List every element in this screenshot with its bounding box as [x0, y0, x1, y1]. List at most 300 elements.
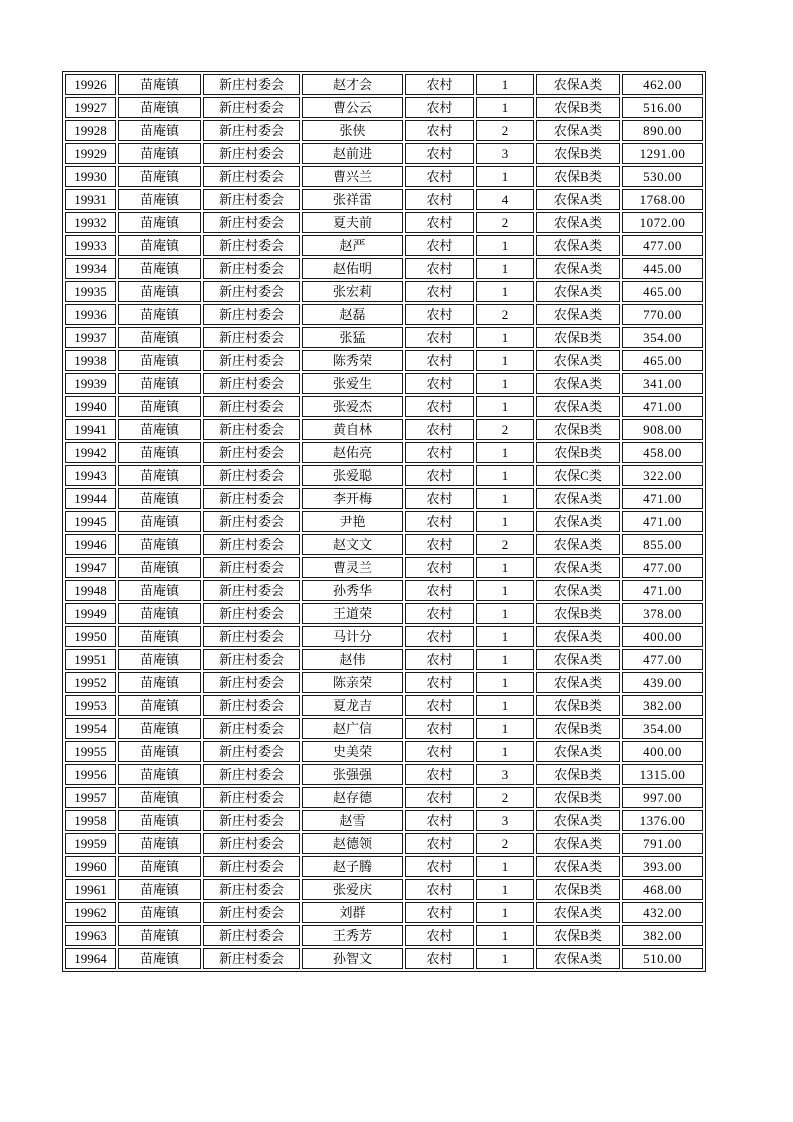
cell-amount: 1768.00 [622, 189, 703, 210]
cell-town: 苗庵镇 [118, 120, 201, 141]
cell-residence-type: 农村 [405, 810, 474, 831]
table-row [65, 396, 703, 417]
cell-town: 苗庵镇 [118, 695, 201, 716]
cell-person-name: 王秀芳 [302, 925, 403, 946]
cell-person-name: 孙智文 [302, 948, 403, 969]
cell-town: 苗庵镇 [118, 396, 201, 417]
cell-amount: 322.00 [622, 465, 703, 486]
table-body [65, 74, 703, 969]
cell-person-count: 4 [476, 189, 534, 210]
cell-record-no: 19926 [65, 74, 116, 95]
cell-record-no: 19940 [65, 396, 116, 417]
cell-person-count: 2 [476, 419, 534, 440]
cell-town: 苗庵镇 [118, 649, 201, 670]
table-row [65, 580, 703, 601]
cell-person-count: 1 [476, 396, 534, 417]
cell-town: 苗庵镇 [118, 741, 201, 762]
cell-town: 苗庵镇 [118, 304, 201, 325]
cell-record-no: 19954 [65, 718, 116, 739]
cell-residence-type: 农村 [405, 442, 474, 463]
cell-record-no: 19932 [65, 212, 116, 233]
cell-person-count: 1 [476, 350, 534, 371]
cell-village-committee: 新庄村委会 [203, 304, 300, 325]
cell-record-no: 19945 [65, 511, 116, 532]
cell-residence-type: 农村 [405, 534, 474, 555]
cell-record-no: 19960 [65, 856, 116, 877]
cell-village-committee: 新庄村委会 [203, 695, 300, 716]
cell-person-name: 赵德领 [302, 833, 403, 854]
cell-person-name: 赵存德 [302, 787, 403, 808]
cell-insurance-category: 农保A类 [536, 373, 620, 394]
cell-person-name: 曹兴兰 [302, 166, 403, 187]
cell-amount: 432.00 [622, 902, 703, 923]
cell-residence-type: 农村 [405, 488, 474, 509]
cell-amount: 458.00 [622, 442, 703, 463]
cell-insurance-category: 农保A类 [536, 281, 620, 302]
cell-person-count: 2 [476, 212, 534, 233]
cell-person-name: 赵磊 [302, 304, 403, 325]
cell-person-count: 1 [476, 856, 534, 877]
cell-town: 苗庵镇 [118, 235, 201, 256]
cell-person-count: 1 [476, 281, 534, 302]
table-row [65, 350, 703, 371]
cell-amount: 400.00 [622, 626, 703, 647]
cell-amount: 445.00 [622, 258, 703, 279]
cell-insurance-category: 农保C类 [536, 465, 620, 486]
cell-amount: 1072.00 [622, 212, 703, 233]
cell-amount: 382.00 [622, 925, 703, 946]
cell-record-no: 19958 [65, 810, 116, 831]
cell-insurance-category: 农保B类 [536, 442, 620, 463]
table-row [65, 189, 703, 210]
cell-record-no: 19957 [65, 787, 116, 808]
cell-insurance-category: 农保A类 [536, 948, 620, 969]
cell-amount: 510.00 [622, 948, 703, 969]
cell-person-name: 刘群 [302, 902, 403, 923]
cell-insurance-category: 农保A类 [536, 488, 620, 509]
cell-person-name: 张爱聪 [302, 465, 403, 486]
cell-amount: 1376.00 [622, 810, 703, 831]
cell-town: 苗庵镇 [118, 718, 201, 739]
table-row [65, 534, 703, 555]
cell-residence-type: 农村 [405, 649, 474, 670]
cell-residence-type: 农村 [405, 189, 474, 210]
cell-record-no: 19936 [65, 304, 116, 325]
cell-record-no: 19944 [65, 488, 116, 509]
cell-amount: 400.00 [622, 741, 703, 762]
cell-amount: 471.00 [622, 396, 703, 417]
cell-amount: 855.00 [622, 534, 703, 555]
cell-village-committee: 新庄村委会 [203, 557, 300, 578]
cell-record-no: 19964 [65, 948, 116, 969]
cell-person-name: 夏龙吉 [302, 695, 403, 716]
cell-person-count: 1 [476, 649, 534, 670]
cell-person-name: 赵子腾 [302, 856, 403, 877]
cell-residence-type: 农村 [405, 741, 474, 762]
cell-amount: 354.00 [622, 718, 703, 739]
cell-village-committee: 新庄村委会 [203, 235, 300, 256]
cell-person-count: 1 [476, 488, 534, 509]
cell-record-no: 19956 [65, 764, 116, 785]
table-row [65, 764, 703, 785]
cell-person-name: 赵才会 [302, 74, 403, 95]
cell-insurance-category: 农保A类 [536, 741, 620, 762]
cell-person-name: 赵广信 [302, 718, 403, 739]
cell-town: 苗庵镇 [118, 856, 201, 877]
table-row [65, 327, 703, 348]
cell-insurance-category: 农保A类 [536, 350, 620, 371]
cell-insurance-category: 农保A类 [536, 74, 620, 95]
cell-person-count: 1 [476, 626, 534, 647]
cell-residence-type: 农村 [405, 580, 474, 601]
cell-person-count: 1 [476, 718, 534, 739]
cell-person-count: 1 [476, 557, 534, 578]
cell-insurance-category: 农保B类 [536, 419, 620, 440]
cell-person-name: 曹灵兰 [302, 557, 403, 578]
cell-village-committee: 新庄村委会 [203, 258, 300, 279]
table-row [65, 442, 703, 463]
cell-person-name: 张爱庆 [302, 879, 403, 900]
cell-person-name: 尹艳 [302, 511, 403, 532]
cell-town: 苗庵镇 [118, 764, 201, 785]
table-row [65, 925, 703, 946]
cell-village-committee: 新庄村委会 [203, 488, 300, 509]
table-row [65, 511, 703, 532]
table-row [65, 212, 703, 233]
table-row [65, 856, 703, 877]
cell-person-count: 2 [476, 833, 534, 854]
cell-person-name: 张侠 [302, 120, 403, 141]
cell-village-committee: 新庄村委会 [203, 350, 300, 371]
cell-village-committee: 新庄村委会 [203, 189, 300, 210]
cell-town: 苗庵镇 [118, 258, 201, 279]
cell-person-count: 1 [476, 902, 534, 923]
cell-insurance-category: 农保A类 [536, 672, 620, 693]
cell-person-count: 1 [476, 74, 534, 95]
table-row [65, 787, 703, 808]
cell-person-name: 张爱生 [302, 373, 403, 394]
cell-village-committee: 新庄村委会 [203, 580, 300, 601]
cell-insurance-category: 农保B类 [536, 925, 620, 946]
cell-insurance-category: 农保B类 [536, 143, 620, 164]
cell-residence-type: 农村 [405, 235, 474, 256]
cell-town: 苗庵镇 [118, 488, 201, 509]
cell-insurance-category: 农保B类 [536, 787, 620, 808]
cell-village-committee: 新庄村委会 [203, 626, 300, 647]
cell-person-name: 黄自林 [302, 419, 403, 440]
cell-residence-type: 农村 [405, 97, 474, 118]
cell-record-no: 19934 [65, 258, 116, 279]
cell-record-no: 19946 [65, 534, 116, 555]
cell-person-count: 1 [476, 879, 534, 900]
cell-record-no: 19953 [65, 695, 116, 716]
cell-amount: 465.00 [622, 350, 703, 371]
cell-person-count: 1 [476, 465, 534, 486]
cell-person-name: 李开梅 [302, 488, 403, 509]
table-row [65, 120, 703, 141]
cell-insurance-category: 农保A类 [536, 258, 620, 279]
cell-residence-type: 农村 [405, 120, 474, 141]
cell-village-committee: 新庄村委会 [203, 603, 300, 624]
cell-amount: 477.00 [622, 649, 703, 670]
cell-town: 苗庵镇 [118, 419, 201, 440]
cell-person-name: 赵文文 [302, 534, 403, 555]
cell-person-count: 1 [476, 925, 534, 946]
cell-person-count: 1 [476, 580, 534, 601]
cell-town: 苗庵镇 [118, 810, 201, 831]
table-row [65, 557, 703, 578]
cell-residence-type: 农村 [405, 166, 474, 187]
cell-record-no: 19927 [65, 97, 116, 118]
table-row [65, 902, 703, 923]
cell-residence-type: 农村 [405, 833, 474, 854]
cell-residence-type: 农村 [405, 465, 474, 486]
cell-insurance-category: 农保A类 [536, 580, 620, 601]
cell-insurance-category: 农保A类 [536, 856, 620, 877]
cell-village-committee: 新庄村委会 [203, 212, 300, 233]
cell-person-name: 曹公云 [302, 97, 403, 118]
cell-person-count: 1 [476, 327, 534, 348]
cell-record-no: 19952 [65, 672, 116, 693]
cell-insurance-category: 农保A类 [536, 626, 620, 647]
table-row [65, 948, 703, 969]
cell-amount: 1315.00 [622, 764, 703, 785]
cell-amount: 890.00 [622, 120, 703, 141]
cell-record-no: 19959 [65, 833, 116, 854]
cell-town: 苗庵镇 [118, 672, 201, 693]
cell-residence-type: 农村 [405, 925, 474, 946]
cell-person-name: 赵佑明 [302, 258, 403, 279]
pension-records-table [62, 71, 706, 972]
cell-village-committee: 新庄村委会 [203, 442, 300, 463]
cell-insurance-category: 农保A类 [536, 120, 620, 141]
cell-town: 苗庵镇 [118, 327, 201, 348]
cell-amount: 471.00 [622, 511, 703, 532]
cell-town: 苗庵镇 [118, 166, 201, 187]
table-row [65, 373, 703, 394]
cell-village-committee: 新庄村委会 [203, 419, 300, 440]
cell-person-count: 2 [476, 787, 534, 808]
cell-person-count: 3 [476, 143, 534, 164]
cell-town: 苗庵镇 [118, 580, 201, 601]
cell-person-name: 王道荣 [302, 603, 403, 624]
cell-amount: 393.00 [622, 856, 703, 877]
cell-insurance-category: 农保A类 [536, 557, 620, 578]
table-row [65, 626, 703, 647]
cell-insurance-category: 农保A类 [536, 511, 620, 532]
cell-village-committee: 新庄村委会 [203, 833, 300, 854]
cell-amount: 530.00 [622, 166, 703, 187]
table-row [65, 465, 703, 486]
cell-village-committee: 新庄村委会 [203, 718, 300, 739]
cell-person-name: 张猛 [302, 327, 403, 348]
cell-amount: 471.00 [622, 580, 703, 601]
cell-residence-type: 农村 [405, 672, 474, 693]
table-row [65, 649, 703, 670]
cell-town: 苗庵镇 [118, 787, 201, 808]
cell-person-count: 1 [476, 373, 534, 394]
cell-amount: 791.00 [622, 833, 703, 854]
cell-insurance-category: 农保B类 [536, 718, 620, 739]
cell-amount: 477.00 [622, 557, 703, 578]
cell-person-name: 赵佑亮 [302, 442, 403, 463]
cell-amount: 477.00 [622, 235, 703, 256]
cell-record-no: 19948 [65, 580, 116, 601]
table-row [65, 97, 703, 118]
cell-village-committee: 新庄村委会 [203, 120, 300, 141]
cell-insurance-category: 农保B类 [536, 327, 620, 348]
cell-record-no: 19947 [65, 557, 116, 578]
cell-village-committee: 新庄村委会 [203, 764, 300, 785]
table-row [65, 695, 703, 716]
cell-village-committee: 新庄村委会 [203, 166, 300, 187]
cell-person-count: 1 [476, 97, 534, 118]
cell-residence-type: 农村 [405, 419, 474, 440]
cell-residence-type: 农村 [405, 557, 474, 578]
table-row [65, 143, 703, 164]
cell-person-count: 1 [476, 603, 534, 624]
cell-residence-type: 农村 [405, 327, 474, 348]
table-row [65, 718, 703, 739]
cell-person-count: 1 [476, 695, 534, 716]
cell-village-committee: 新庄村委会 [203, 396, 300, 417]
cell-person-count: 1 [476, 166, 534, 187]
table-row [65, 74, 703, 95]
cell-town: 苗庵镇 [118, 534, 201, 555]
cell-person-name: 赵严 [302, 235, 403, 256]
cell-record-no: 19962 [65, 902, 116, 923]
cell-record-no: 19961 [65, 879, 116, 900]
cell-town: 苗庵镇 [118, 833, 201, 854]
cell-insurance-category: 农保B类 [536, 166, 620, 187]
cell-town: 苗庵镇 [118, 189, 201, 210]
cell-insurance-category: 农保A类 [536, 902, 620, 923]
cell-town: 苗庵镇 [118, 626, 201, 647]
cell-village-committee: 新庄村委会 [203, 902, 300, 923]
cell-insurance-category: 农保B类 [536, 764, 620, 785]
cell-person-count: 1 [476, 741, 534, 762]
cell-amount: 378.00 [622, 603, 703, 624]
cell-amount: 439.00 [622, 672, 703, 693]
cell-village-committee: 新庄村委会 [203, 879, 300, 900]
table-row [65, 879, 703, 900]
table-row [65, 810, 703, 831]
cell-person-count: 3 [476, 764, 534, 785]
cell-person-count: 2 [476, 120, 534, 141]
cell-amount: 382.00 [622, 695, 703, 716]
cell-residence-type: 农村 [405, 281, 474, 302]
cell-village-committee: 新庄村委会 [203, 534, 300, 555]
cell-insurance-category: 农保B类 [536, 97, 620, 118]
cell-person-name: 赵伟 [302, 649, 403, 670]
cell-residence-type: 农村 [405, 511, 474, 532]
cell-record-no: 19930 [65, 166, 116, 187]
cell-person-name: 张强强 [302, 764, 403, 785]
cell-town: 苗庵镇 [118, 350, 201, 371]
cell-person-name: 张爱杰 [302, 396, 403, 417]
cell-insurance-category: 农保A类 [536, 833, 620, 854]
cell-amount: 465.00 [622, 281, 703, 302]
cell-insurance-category: 农保B类 [536, 879, 620, 900]
cell-residence-type: 农村 [405, 695, 474, 716]
cell-record-no: 19949 [65, 603, 116, 624]
cell-town: 苗庵镇 [118, 143, 201, 164]
cell-record-no: 19939 [65, 373, 116, 394]
cell-insurance-category: 农保B类 [536, 603, 620, 624]
cell-amount: 341.00 [622, 373, 703, 394]
cell-person-count: 1 [476, 442, 534, 463]
cell-insurance-category: 农保A类 [536, 649, 620, 670]
table-row [65, 672, 703, 693]
cell-record-no: 19943 [65, 465, 116, 486]
table-row [65, 235, 703, 256]
cell-person-name: 张宏莉 [302, 281, 403, 302]
cell-village-committee: 新庄村委会 [203, 672, 300, 693]
table-row [65, 258, 703, 279]
cell-record-no: 19933 [65, 235, 116, 256]
cell-insurance-category: 农保B类 [536, 695, 620, 716]
cell-record-no: 19950 [65, 626, 116, 647]
cell-village-committee: 新庄村委会 [203, 741, 300, 762]
cell-village-committee: 新庄村委会 [203, 856, 300, 877]
cell-residence-type: 农村 [405, 373, 474, 394]
cell-town: 苗庵镇 [118, 511, 201, 532]
cell-residence-type: 农村 [405, 879, 474, 900]
cell-amount: 468.00 [622, 879, 703, 900]
cell-residence-type: 农村 [405, 350, 474, 371]
table-row [65, 281, 703, 302]
cell-village-committee: 新庄村委会 [203, 649, 300, 670]
cell-residence-type: 农村 [405, 212, 474, 233]
cell-residence-type: 农村 [405, 718, 474, 739]
cell-person-count: 2 [476, 304, 534, 325]
cell-residence-type: 农村 [405, 856, 474, 877]
cell-village-committee: 新庄村委会 [203, 511, 300, 532]
cell-town: 苗庵镇 [118, 925, 201, 946]
cell-person-name: 孙秀华 [302, 580, 403, 601]
cell-town: 苗庵镇 [118, 948, 201, 969]
cell-residence-type: 农村 [405, 396, 474, 417]
cell-person-count: 1 [476, 511, 534, 532]
cell-record-no: 19938 [65, 350, 116, 371]
cell-town: 苗庵镇 [118, 373, 201, 394]
cell-town: 苗庵镇 [118, 465, 201, 486]
cell-residence-type: 农村 [405, 764, 474, 785]
cell-village-committee: 新庄村委会 [203, 465, 300, 486]
cell-insurance-category: 农保A类 [536, 212, 620, 233]
cell-village-committee: 新庄村委会 [203, 327, 300, 348]
cell-person-count: 1 [476, 258, 534, 279]
table-row [65, 419, 703, 440]
cell-amount: 997.00 [622, 787, 703, 808]
cell-record-no: 19929 [65, 143, 116, 164]
cell-town: 苗庵镇 [118, 557, 201, 578]
cell-record-no: 19937 [65, 327, 116, 348]
cell-person-name: 马计分 [302, 626, 403, 647]
cell-record-no: 19941 [65, 419, 116, 440]
cell-record-no: 19935 [65, 281, 116, 302]
cell-residence-type: 农村 [405, 626, 474, 647]
cell-amount: 908.00 [622, 419, 703, 440]
cell-amount: 462.00 [622, 74, 703, 95]
cell-insurance-category: 农保A类 [536, 396, 620, 417]
cell-insurance-category: 农保A类 [536, 810, 620, 831]
cell-village-committee: 新庄村委会 [203, 810, 300, 831]
cell-residence-type: 农村 [405, 143, 474, 164]
table-row [65, 304, 703, 325]
cell-village-committee: 新庄村委会 [203, 925, 300, 946]
cell-town: 苗庵镇 [118, 97, 201, 118]
